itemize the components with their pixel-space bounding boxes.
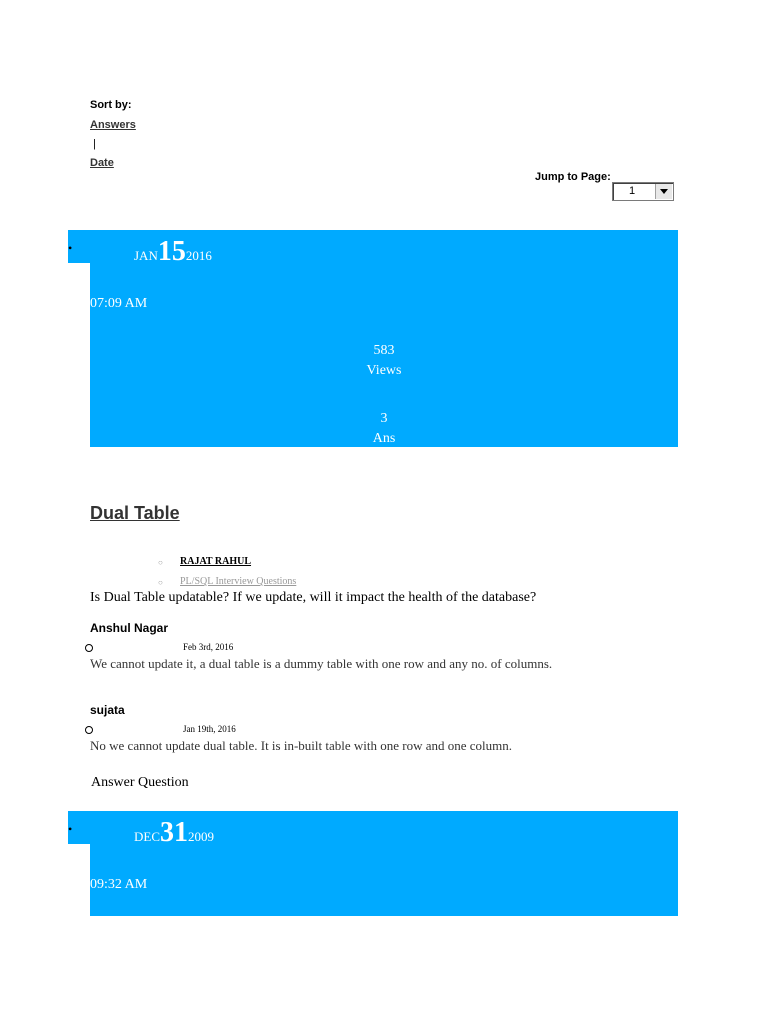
post-time: 07:09 AM <box>90 296 148 311</box>
sort-date-link[interactable]: Date <box>90 157 114 169</box>
post-day: 15 <box>157 236 186 267</box>
question-author-link[interactable]: RAJAT RAHUL <box>180 556 252 567</box>
chevron-down-icon[interactable] <box>655 184 672 199</box>
list-bullet: • <box>68 241 73 255</box>
answer-bullet <box>85 726 93 734</box>
post-day: 31 <box>160 817 188 848</box>
question-title[interactable]: Dual Table <box>90 503 180 523</box>
meta-bullet: ○ <box>158 558 163 567</box>
meta-bullet: ○ <box>158 578 163 587</box>
answer-question-button[interactable]: Answer Question <box>91 775 189 790</box>
post-time: 09:32 AM <box>90 877 148 892</box>
sort-by-label: Sort by: <box>90 99 132 111</box>
answer-date: Feb 3rd, 2016 <box>183 642 234 652</box>
answers-count: 3 <box>380 411 388 426</box>
views-label: Views <box>366 363 402 378</box>
answer-text: No we cannot update dual table. It is in-built table with one row and one column. <box>90 738 513 753</box>
answer-text: We cannot update it, a dual table is a dummy table with one row and any no. of columns. <box>90 656 553 671</box>
post-year: 2016 <box>185 248 212 263</box>
question-category-link[interactable]: PL/SQL Interview Questions <box>180 576 297 587</box>
sort-separator: | <box>93 138 96 150</box>
answer-author: sujata <box>90 703 125 717</box>
jump-to-page-select[interactable] <box>612 182 674 201</box>
post-card <box>90 811 678 916</box>
answers-label: Ans <box>372 431 396 446</box>
post-date <box>134 817 214 849</box>
list-bullet: • <box>68 822 73 836</box>
views-count: 583 <box>373 343 395 358</box>
post-month: JAN <box>134 248 158 263</box>
answer-bullet <box>85 644 93 652</box>
sort-answers-link[interactable]: Answers <box>90 119 136 131</box>
post-year: 2009 <box>188 829 214 844</box>
post-date <box>134 236 212 268</box>
jump-to-page-label: Jump to Page: <box>535 171 611 183</box>
post-month: DEC <box>134 829 160 844</box>
question-body: Is Dual Table updatable? If we update, will it impact the health of the database? <box>90 590 537 605</box>
answer-date: Jan 19th, 2016 <box>183 724 236 734</box>
jump-selected-value: 1 <box>629 185 636 197</box>
post-card <box>90 230 678 447</box>
answer-author: Anshul Nagar <box>90 621 169 635</box>
